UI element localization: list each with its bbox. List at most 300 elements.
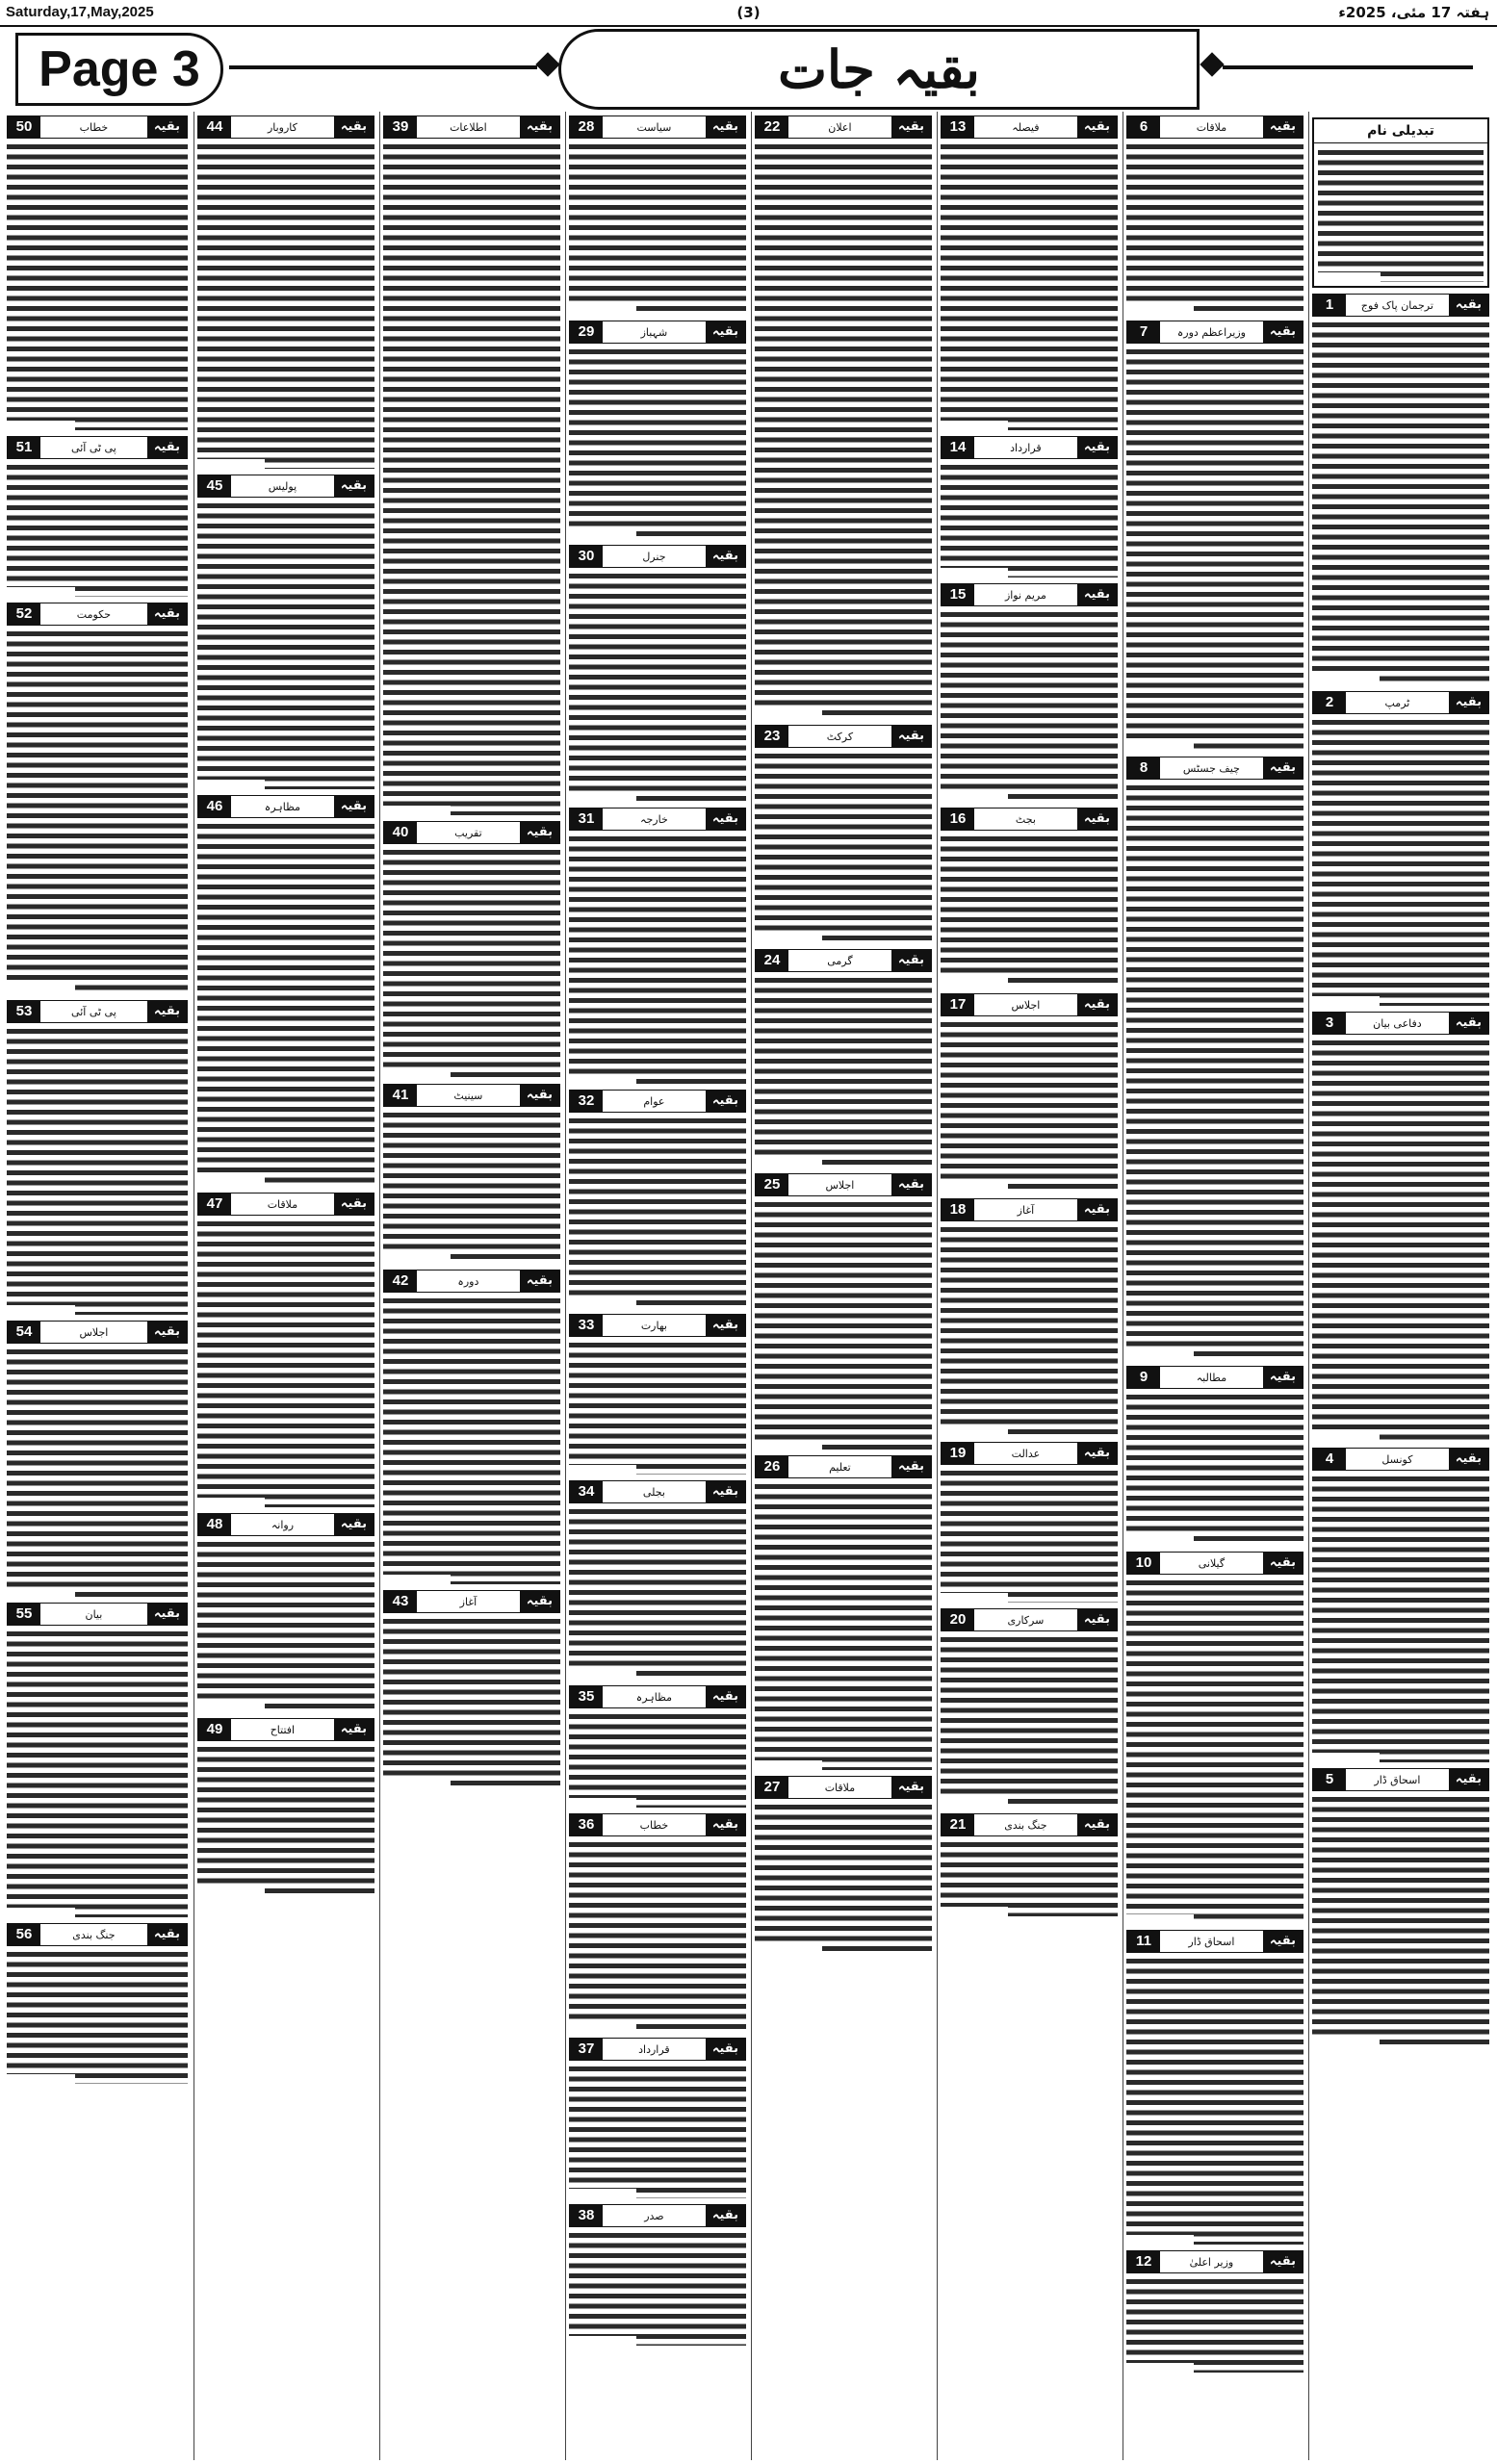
section-topic: صدر [644,2209,664,2222]
masthead-rule-left [229,65,537,69]
section-topic: اجلاس [825,1178,855,1192]
continuation-label: بقیہ [334,116,374,138]
section-body-text [197,500,374,789]
section-header [383,116,560,139]
section-header [383,1084,560,1107]
section-header [383,1590,560,1613]
section-body-text [1126,1392,1303,1546]
section-topic: شہباز [640,325,668,339]
continuation-label: بقیہ [1263,1367,1303,1388]
continuation-section [1126,1366,1303,1546]
section-topic: گرمی [827,954,853,967]
continuation-section [1126,2250,1303,2373]
column-5 [565,112,749,2460]
section-number: 33 [570,1315,603,1336]
continuation-section [1126,1930,1303,2245]
section-topic: پی ٹی آئی [71,1005,116,1018]
section-number: 49 [198,1719,231,1740]
continuation-section [755,725,932,943]
section-body-text [569,1506,746,1680]
section-header [755,725,932,748]
continuation-label: بقیہ [706,1091,745,1112]
continuation-label: بقیہ [1077,1609,1117,1630]
section-topic: سینیٹ [453,1089,483,1102]
continuation-section [383,821,560,1078]
continuation-label: بقیہ [1263,2251,1303,2272]
section-topic: کونسل [1381,1452,1413,1466]
section-topic: آغاز [459,1595,477,1608]
section-number: 28 [570,116,603,138]
continuation-section [197,1193,374,1507]
section-topic: وزیر اعلیٰ [1189,2255,1234,2269]
column-4 [751,112,935,2460]
continuation-section [569,1685,746,1808]
section-header [941,808,1118,831]
continuation-section [755,116,932,719]
section-body-text [197,821,374,1187]
section-header [1126,2250,1303,2273]
ornament-icon [1200,52,1224,76]
section-body-text [383,1296,560,1584]
section-number: 45 [198,475,231,497]
continuation-label: بقیہ [1077,1814,1117,1835]
section-header [197,475,374,498]
section-topic: قرارداد [638,2042,670,2056]
continuation-label: بقیہ [891,1456,931,1477]
continuation-section [383,116,560,815]
continuation-section [1312,691,1489,1006]
section-body-text [569,1340,746,1475]
continuation-section [7,1000,188,1315]
continuation-section [7,436,188,597]
continuation-section [569,545,746,802]
section-number: 6 [1127,116,1160,138]
section-topic: سرکاری [1007,1613,1045,1627]
section-topic: اطلاعات [450,120,487,134]
section-header [755,949,932,972]
section-body-text [755,1481,932,1770]
section-header [197,1718,374,1741]
section-header [383,821,560,844]
section-header [569,2204,746,2227]
section-topic: ٹرمپ [1384,696,1410,709]
section-body-text [197,1539,374,1712]
section-header [941,1813,1118,1836]
section-header [941,116,1118,139]
section-topic: تعلیم [829,1460,851,1474]
continuation-label: بقیہ [147,1604,187,1625]
section-header [197,116,374,139]
section-number: 10 [1127,1553,1160,1574]
section-body-text [1126,783,1303,1360]
date-strip [0,0,1497,27]
continuation-section [197,475,374,789]
continuation-section [383,1270,560,1584]
section-header [569,808,746,831]
section-header [7,436,188,459]
continuation-section [197,1513,374,1712]
continuation-section [7,603,188,994]
section-number: 35 [570,1686,603,1707]
continuation-section [941,808,1118,988]
continuation-section [569,2204,746,2346]
section-topic: مریم نواز [1004,588,1046,602]
continuation-label: بقیہ [1263,116,1303,138]
section-topic: قرارداد [1010,441,1042,454]
section-number: 20 [942,1609,974,1630]
section-body-text [941,1468,1118,1603]
continuation-label: بقیہ [706,1686,745,1707]
section-topic: اجلاس [79,1325,109,1339]
continuation-section [1312,294,1489,685]
section-header [941,1442,1118,1465]
continuation-section [1312,1448,1489,1762]
continuation-label: بقیہ [1263,757,1303,779]
section-topic: بھارت [640,1319,667,1332]
continuation-section [569,1480,746,1680]
continuation-label: بقیہ [1077,994,1117,1015]
continuation-section [569,1090,746,1308]
section-number: 27 [756,1777,788,1798]
section-number: 36 [570,1814,603,1835]
section-topic: ملاقات [1196,120,1227,134]
continuation-section [1126,1552,1303,1924]
section-body-text [1126,141,1303,315]
section-header [7,1923,188,1946]
section-header [941,436,1118,459]
section-topic: خطاب [79,120,109,134]
continuation-section [1312,1012,1489,1442]
section-body-text [7,462,188,597]
continuation-label: بقیہ [706,546,745,567]
section-topic: پولیس [268,479,297,493]
section-topic: جنگ بندی [1004,1818,1047,1832]
continuation-section [569,1813,746,2032]
section-header [1312,294,1489,317]
section-number: 14 [942,437,974,458]
section-header [1126,116,1303,139]
section-number: 18 [942,1199,974,1220]
ornament-icon [535,52,559,76]
continuation-label: بقیہ [1263,1931,1303,1952]
section-body-text [569,141,746,315]
continuation-label: بقیہ [147,603,187,625]
continuation-label: بقیہ [1263,1553,1303,1574]
continuation-label: بقیہ [520,116,559,138]
section-header [569,321,746,344]
continuation-label: بقیہ [520,1270,559,1292]
continuation-section [197,1718,374,1898]
section-body-text [569,1839,746,2032]
continuation-label: بقیہ [891,950,931,971]
section-number: 26 [756,1456,788,1477]
section-body-text [569,2230,746,2346]
continuation-section [755,1455,932,1770]
continuation-label: بقیہ [334,796,374,817]
section-number: 46 [198,796,231,817]
section-number: 19 [942,1443,974,1464]
column-1 [1308,112,1492,2460]
section-header [569,1314,746,1337]
section-number: 30 [570,546,603,567]
section-body-text [755,751,932,943]
section-body-text [1126,346,1303,751]
section-body-text [197,1744,374,1898]
section-topic: اسحاق ڈار [1188,1935,1235,1948]
section-number: 44 [198,116,231,138]
continuation-label: بقیہ [334,1719,374,1740]
section-topic: جنگ بندی [72,1928,116,1941]
section-body-text [383,1616,560,1789]
continuation-label: بقیہ [706,2039,745,2060]
continuation-section [755,1776,932,1956]
section-body-text [1312,1038,1489,1442]
section-header [7,1000,188,1023]
column-7 [194,112,377,2460]
section-topic: تقریب [454,826,482,839]
section-body-text [755,1802,932,1956]
continuation-label: بقیہ [1449,1449,1488,1470]
section-body-text [569,2064,746,2198]
masthead-rule-right [1223,65,1473,69]
continuation-label: بقیہ [706,808,745,830]
continuation-section [941,436,1118,578]
continuation-label: بقیہ [520,1085,559,1106]
section-number: 43 [384,1591,417,1612]
section-header [1126,321,1303,344]
continuation-label: بقیہ [1077,584,1117,605]
notice-text [1318,147,1484,282]
section-number: 7 [1127,321,1160,343]
continuation-section [569,321,746,539]
continuation-label: بقیہ [1077,1443,1117,1464]
continuation-section [7,1321,188,1597]
continuation-section [569,116,746,315]
section-topic: کاروبار [267,120,297,134]
section-header [1126,1930,1303,1953]
section-topic: خارجہ [640,812,668,826]
continuation-section [383,1590,560,1789]
section-topic: وزیراعظم دورہ [1176,325,1246,339]
section-header [569,116,746,139]
continuation-section [941,1442,1118,1603]
section-body-text [941,834,1118,988]
continuation-label: بقیہ [1077,1199,1117,1220]
section-body-text [383,847,560,1078]
continuation-label: بقیہ [1263,321,1303,343]
section-number: 17 [942,994,974,1015]
section-topic: مظاہرہ [635,1690,673,1704]
section-body-text [1126,2276,1303,2373]
section-number: 13 [942,116,974,138]
section-header [569,2038,746,2061]
section-header [7,1321,188,1344]
continuation-section [569,1314,746,1475]
continuation-label: بقیہ [1449,295,1488,316]
continuation-label: بقیہ [706,1315,745,1336]
continuation-label: بقیہ [706,321,745,343]
section-number: 55 [8,1604,40,1625]
section-body-text [569,1711,746,1808]
section-body-text [941,1839,1118,1916]
section-header [197,1193,374,1216]
section-number: 53 [8,1001,40,1022]
section-body-text [7,1949,188,2084]
section-topic: دفاعی بیان [1373,1016,1422,1030]
section-topic: مطالبہ [1196,1371,1227,1384]
continuation-label: بقیہ [1077,808,1117,830]
continuation-label: بقیہ [706,2205,745,2226]
section-body-text [941,1634,1118,1808]
section-body-text [197,141,374,469]
continuation-section [1126,757,1303,1360]
section-number: 23 [756,726,788,747]
section-number: 16 [942,808,974,830]
section-body-text [941,609,1118,802]
date-urdu: ہفتہ 17 مئی، 2025ء [1338,4,1489,21]
continuation-section [755,1173,932,1450]
section-body-text [1312,1474,1489,1762]
continuation-section [7,1923,188,2084]
section-number: 47 [198,1194,231,1215]
name-change-title: تبدیلی نام [1314,119,1487,143]
section-topic: ترجمان پاک فوج [1360,298,1433,312]
section-topic: ملاقات [824,1781,856,1794]
section-number: 24 [756,950,788,971]
section-number: 8 [1127,757,1160,779]
section-body-text [197,1219,374,1507]
section-number: 37 [570,2039,603,2060]
section-topic: آغاز [1017,1203,1035,1217]
continuation-section [7,1603,188,1917]
section-number: 3 [1313,1013,1346,1034]
page-label: Page 3 [15,33,223,106]
continuation-label: بقیہ [1449,1769,1488,1790]
continuation-label: بقیہ [706,1814,745,1835]
section-header [941,993,1118,1016]
section-body-text [1312,717,1489,1006]
section-number: 21 [942,1814,974,1835]
continuation-section [1312,1768,1489,2044]
section-number: 11 [1127,1931,1160,1952]
section-header [941,1608,1118,1631]
section-topic: اعلان [828,120,852,134]
page-title: بقیہ جات [558,29,1200,110]
section-topic: پی ٹی آئی [71,441,116,454]
section-body-text [1126,1956,1303,2245]
date-english: Saturday,17,May,2025 [6,4,154,20]
section-number: 48 [198,1514,231,1535]
continuation-section [941,993,1118,1193]
section-number: 54 [8,1322,40,1343]
section-header [755,1173,932,1196]
section-number: 12 [1127,2251,1160,2272]
section-number: 34 [570,1481,603,1502]
section-topic: چیف جسٹس [1182,761,1240,775]
section-number: 32 [570,1091,603,1112]
continuation-label: بقیہ [891,116,931,138]
column-2 [1123,112,1306,2460]
section-number: 39 [384,116,417,138]
continuation-section [1126,321,1303,751]
section-header [1126,1552,1303,1575]
section-header [1312,691,1489,714]
section-header [7,1603,188,1626]
section-header [383,1270,560,1293]
section-body-text [7,141,188,430]
section-number: 1 [1313,295,1346,316]
continuation-section [383,1084,560,1264]
section-topic: عوام [643,1094,665,1108]
section-body-text [7,1629,188,1917]
section-number: 5 [1313,1769,1346,1790]
section-header [1312,1448,1489,1471]
section-header [755,1455,932,1478]
continuation-section [197,795,374,1187]
section-body-text [941,1224,1118,1436]
continuation-label: بقیہ [334,475,374,497]
column-3 [937,112,1121,2460]
columns-area [4,112,1493,2460]
section-header [7,116,188,139]
section-header [941,583,1118,606]
section-number: 9 [1127,1367,1160,1388]
section-number: 2 [1313,692,1346,713]
section-header [1126,757,1303,780]
section-header [569,1685,746,1708]
section-body-text [383,141,560,815]
continuation-label: بقیہ [891,1777,931,1798]
section-number: 38 [570,2205,603,2226]
section-topic: بجلی [642,1485,665,1499]
continuation-section [941,1813,1118,1916]
section-body-text [7,629,188,994]
section-topic: فیصلہ [1012,120,1040,134]
continuation-section [7,116,188,430]
section-body-text [1126,1578,1303,1924]
masthead [0,29,1497,108]
continuation-label: بقیہ [334,1194,374,1215]
continuation-label: بقیہ [1077,116,1117,138]
section-header [7,603,188,626]
continuation-label: بقیہ [147,1322,187,1343]
section-header [569,545,746,568]
section-topic: کرکٹ [826,730,854,743]
continuation-label: بقیہ [520,822,559,843]
name-change-notice [1312,117,1489,288]
continuation-section [941,116,1118,430]
section-body-text [7,1347,188,1597]
section-topic: سیاست [636,120,672,134]
section-body-text [569,346,746,539]
section-body-text [1312,1794,1489,2044]
section-header [197,795,374,818]
continuation-label: بقیہ [147,116,187,138]
continuation-section [941,583,1118,802]
section-body-text [569,571,746,802]
section-body-text [941,462,1118,578]
section-topic: خطاب [639,1818,669,1832]
section-header [197,1513,374,1536]
section-header [569,1090,746,1113]
section-body-text [7,1026,188,1315]
section-topic: عدالت [1011,1447,1041,1460]
section-number: 31 [570,808,603,830]
page-number: (3) [736,4,761,21]
section-body-text [383,1110,560,1264]
column-6 [379,112,563,2460]
section-number: 15 [942,584,974,605]
